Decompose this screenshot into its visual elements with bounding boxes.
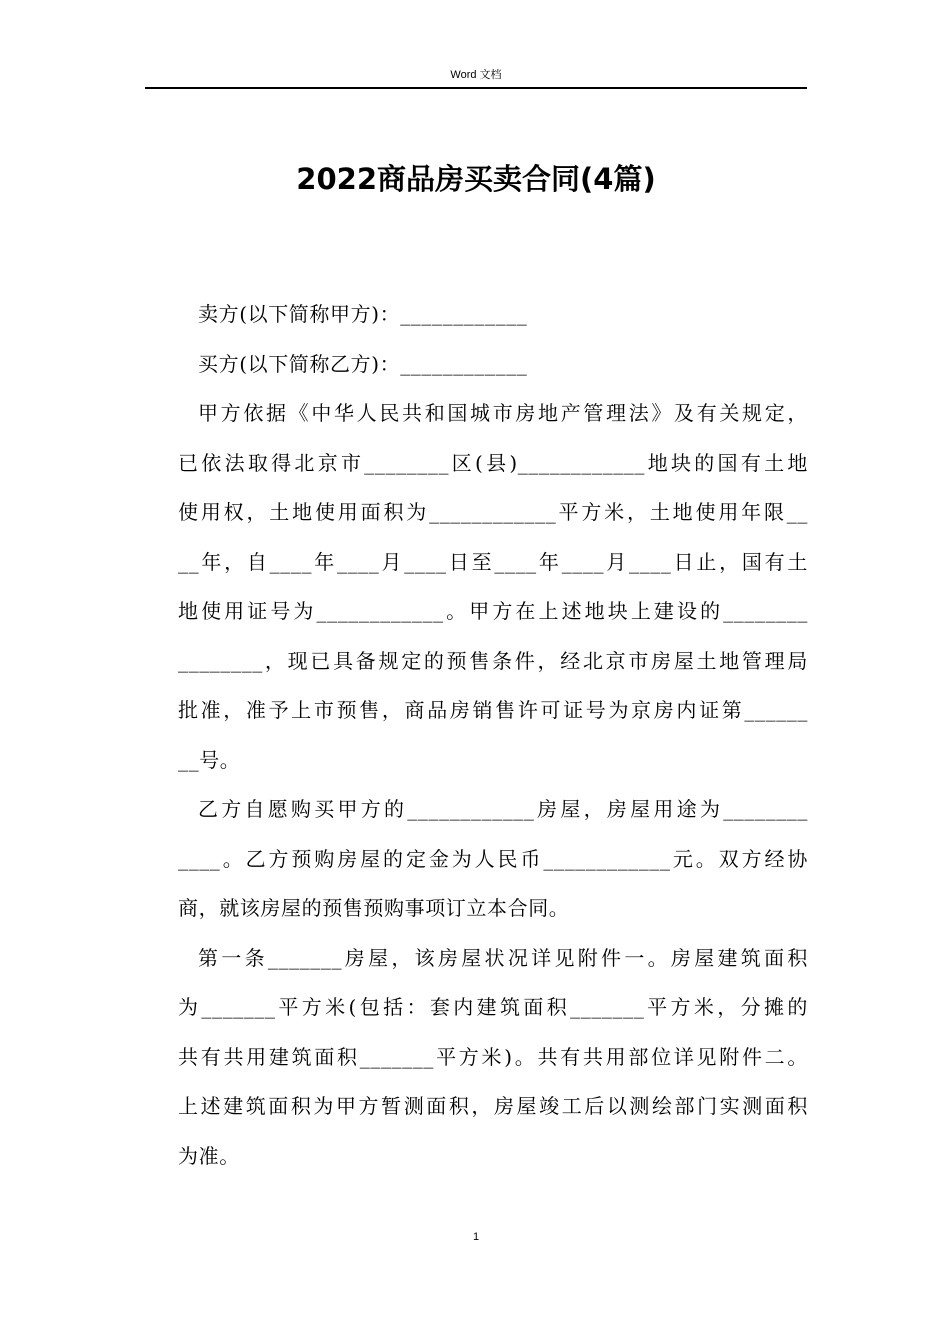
buyer-line: 买方(以下简称乙方)：____________	[198, 351, 528, 376]
paragraph-line: 地使用证号为____________。甲方在上述地块上建设的________	[178, 599, 808, 623]
document-body	[178, 290, 808, 1181]
document-title: 2022商品房买卖合同(4篇)	[296, 162, 656, 196]
page-number: 1	[472, 1231, 480, 1243]
paragraph-line: 使用权，土地使用面积为____________平方米，土地使用年限__	[178, 500, 808, 524]
article-line: 上述建筑面积为甲方暂测面积，房屋竣工后以测绘部门实测面积	[178, 1094, 808, 1118]
article-line: 共有共用建筑面积_______平方米)。共有共用部位详见附件二。	[178, 1044, 808, 1069]
page-header: Word 文档	[450, 69, 502, 81]
paragraph-line: 乙方自愿购买甲方的____________房屋，房屋用途为________	[198, 797, 808, 821]
paragraph-line: 批准，准予上市预售，商品房销售许可证号为京房内证第______	[178, 698, 808, 722]
paragraph-line: __号。	[178, 747, 241, 772]
header-rule	[145, 87, 807, 89]
paragraph-line: 甲方依据《中华人民共和国城市房地产管理法》及有关规定，	[198, 401, 808, 425]
paragraph-line: 商，就该房屋的预售预购事项订立本合同。	[178, 896, 570, 920]
paragraph-line: ____。乙方预购房屋的定金为人民币____________元。双方经协	[178, 846, 808, 871]
paragraph-line: ________，现已具备规定的预售条件，经北京市房屋土地管理局	[178, 648, 808, 673]
article-line: 为_______平方米(包括：套内建筑面积_______平方米，分摊的	[178, 995, 808, 1019]
article-line: 第一条_______房屋，该房屋状况详见附件一。房屋建筑面积	[198, 945, 808, 970]
article-line: 为准。	[178, 1143, 240, 1168]
seller-line: 卖方(以下简称甲方)：____________	[198, 302, 528, 326]
paragraph-line: 已依法取得北京市________区(县)____________地块的国有土地	[178, 450, 808, 475]
paragraph-line: __年，自____年____月____日至____年____月____日止，国有土	[178, 549, 808, 574]
